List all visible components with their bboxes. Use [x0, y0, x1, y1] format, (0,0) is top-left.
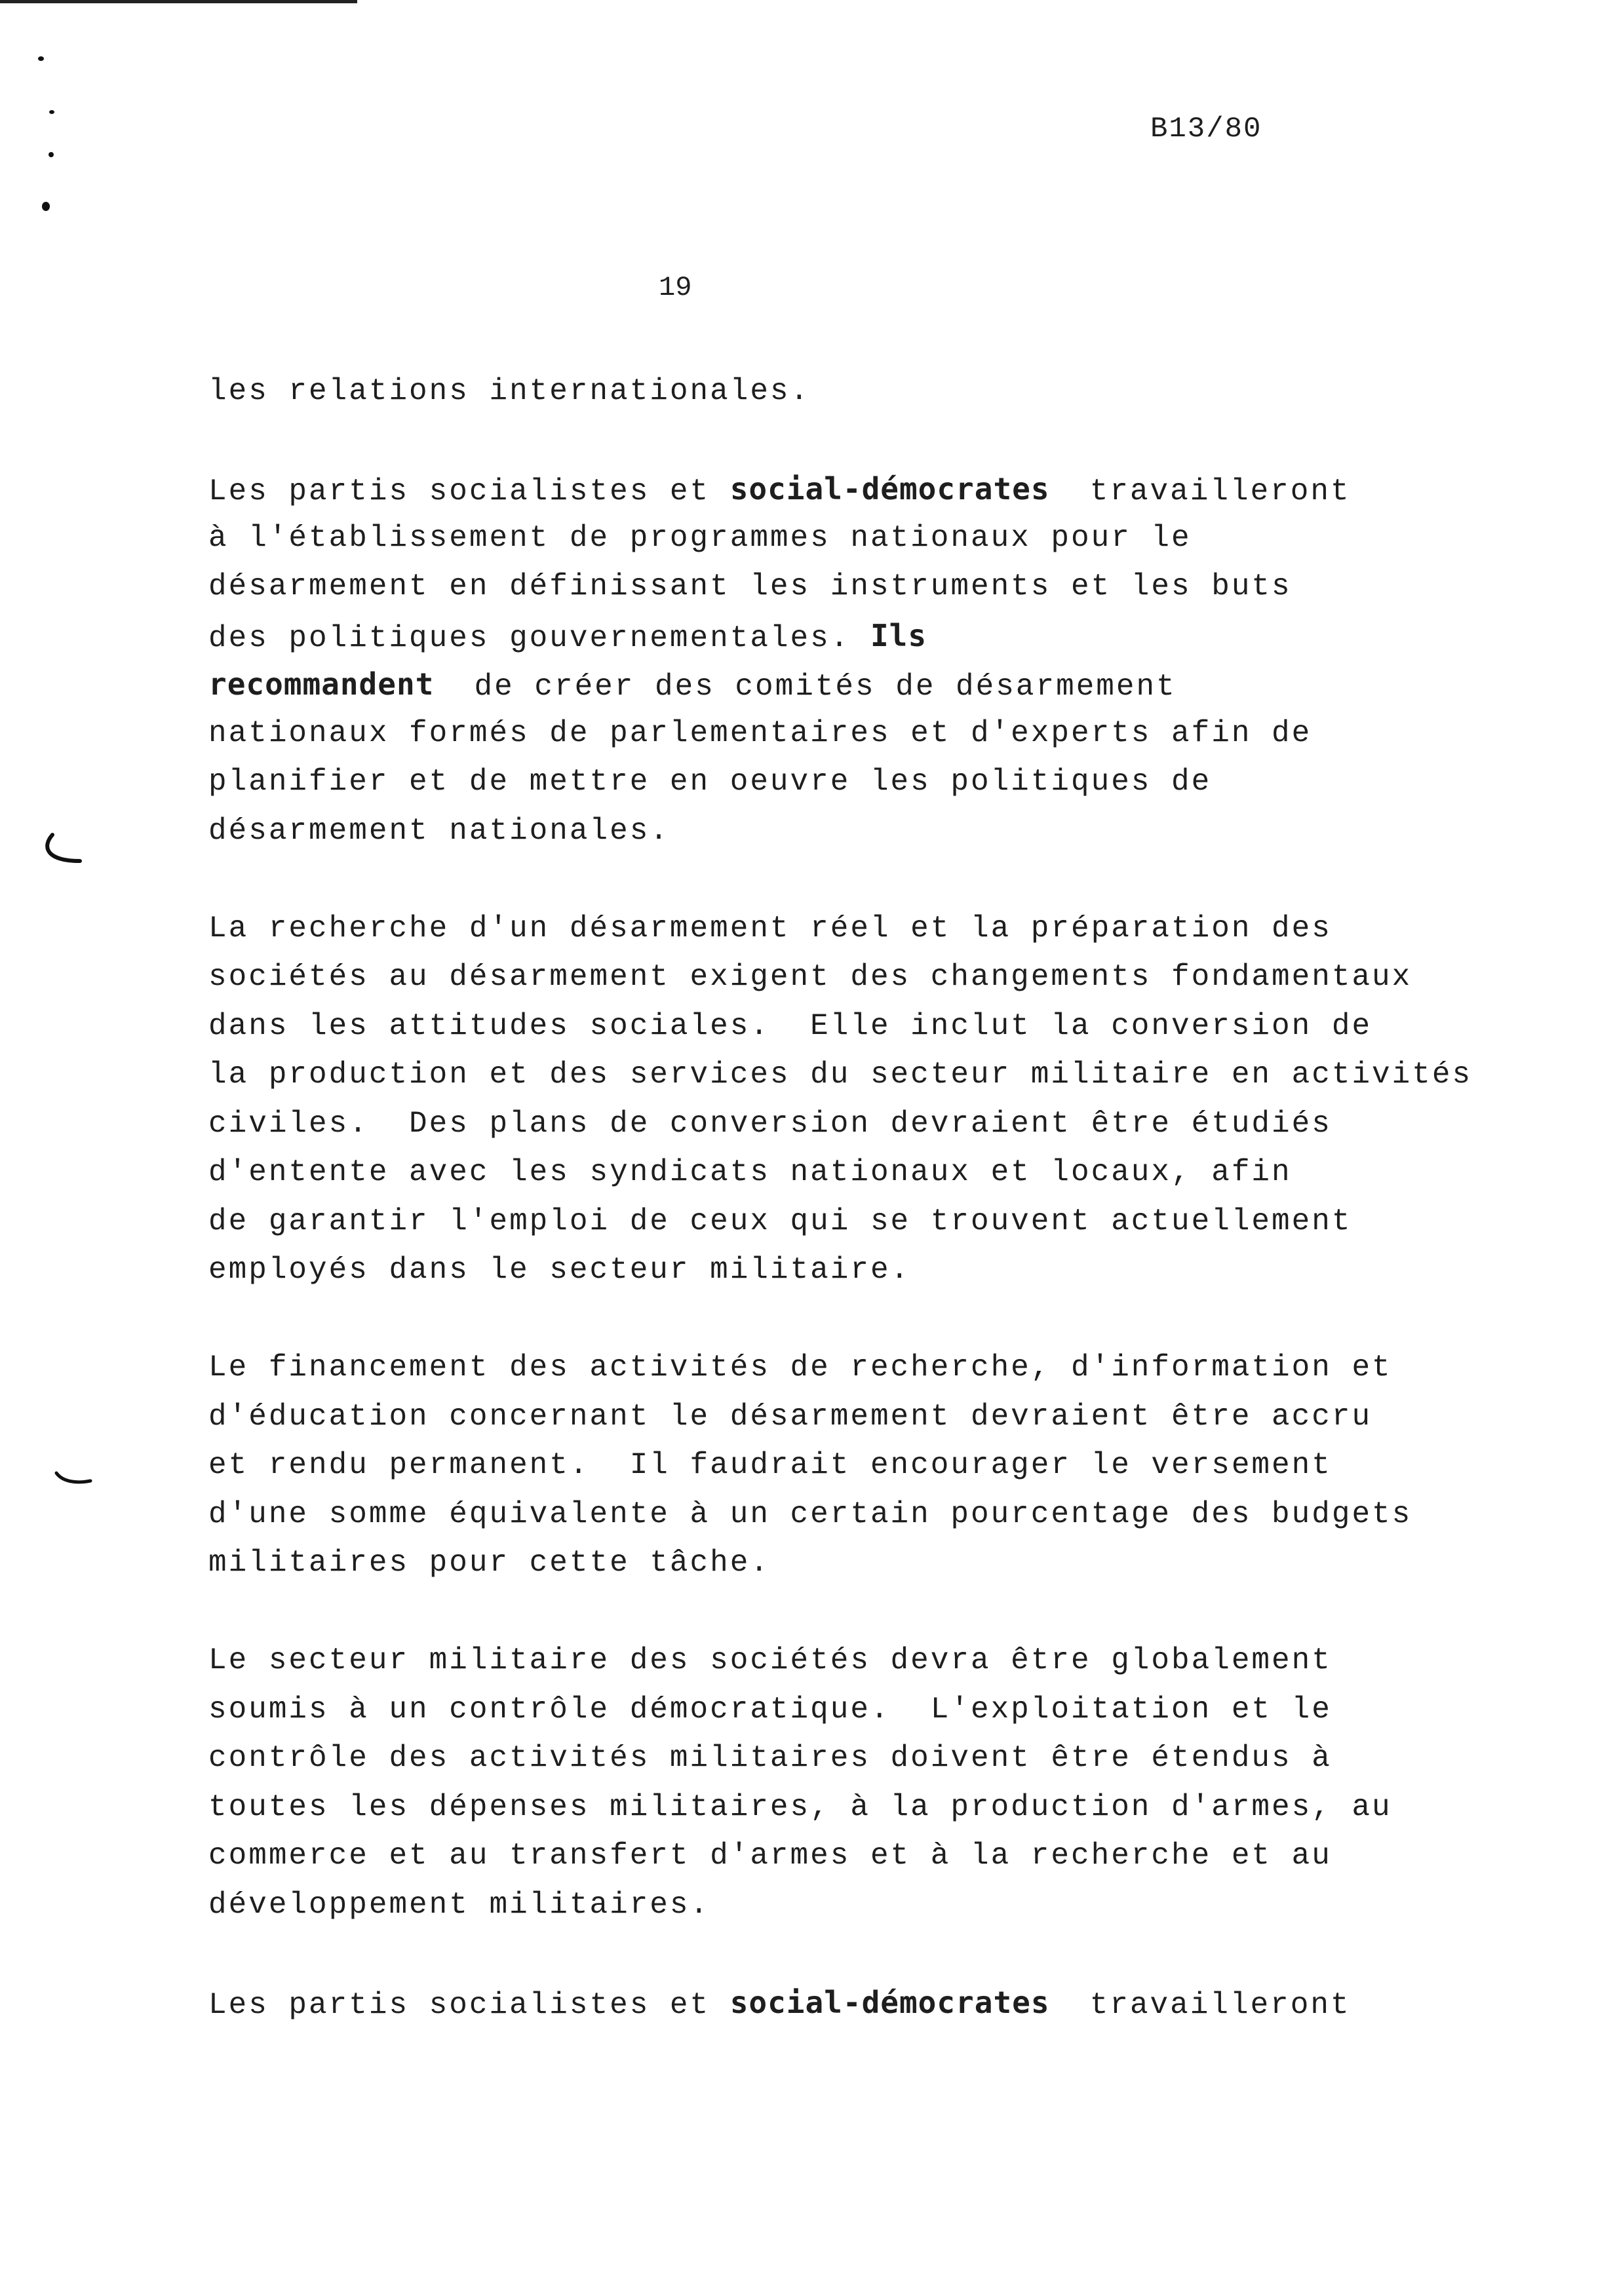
text-run: Les partis socialistes et	[208, 1987, 730, 2022]
paragraph-gap	[208, 855, 1493, 904]
text-line	[208, 1636, 1493, 1685]
text-line	[208, 514, 1493, 563]
margin-dot	[42, 202, 50, 211]
text-run: désarmement en définissant les instruments et les buts	[208, 569, 1292, 603]
text-run: Les partis socialistes et	[208, 474, 730, 508]
text-run: dans les attitudes sociales. Elle inclut la conversion de	[208, 1008, 1372, 1043]
page-number: 19	[659, 272, 692, 303]
paragraph-gap	[208, 1929, 1493, 1978]
text-run: employés dans le secteur militaire.	[208, 1253, 911, 1287]
paragraph	[208, 1343, 1493, 1588]
document-reference: B13/80	[1150, 113, 1262, 145]
text-run: commerce et au transfert d'armes et à la recherche et au	[208, 1839, 1332, 1873]
margin-dot	[38, 56, 44, 61]
top-rule	[0, 0, 357, 3]
paragraph	[208, 1978, 1493, 2027]
margin-bracket-mark	[51, 1468, 97, 1494]
text-line	[208, 1881, 1493, 1930]
text-run: civiles. Des plans de conversion devraient être étudiés	[208, 1106, 1332, 1141]
paragraph	[208, 465, 1493, 855]
text-run: nationaux formés de parlementaires et d'experts afin de	[208, 716, 1312, 750]
text-line	[208, 953, 1493, 1002]
text-run: d'entente avec les syndicats nationaux et locaux, afin	[208, 1155, 1292, 1189]
text-line	[208, 1978, 1493, 2027]
text-run: Le financement des activités de recherche, d'information et	[208, 1350, 1392, 1385]
text-run: développement militaires.	[208, 1887, 710, 1922]
paragraph	[208, 367, 1493, 416]
text-run: travailleront	[1049, 1987, 1351, 2022]
text-run: la production et des services du secteur militaire en activités	[208, 1058, 1473, 1092]
paragraph-gap	[208, 416, 1493, 465]
text-line	[208, 757, 1493, 807]
text-run: contrôle des activités militaires doivent être étendus à	[208, 1741, 1332, 1775]
text-run: Le secteur militaire des sociétés devra être globalement	[208, 1643, 1332, 1677]
text-run: travailleront	[1049, 474, 1351, 508]
text-line	[208, 1002, 1493, 1051]
margin-dot	[49, 110, 54, 114]
body-text	[208, 367, 1493, 2027]
text-line	[208, 1392, 1493, 1442]
text-line	[208, 1343, 1493, 1392]
text-line	[208, 1050, 1493, 1100]
paragraph-gap	[208, 1588, 1493, 1637]
text-line	[208, 562, 1493, 611]
text-line	[208, 1490, 1493, 1539]
text-run: de créer des comités de désarmement	[434, 670, 1177, 704]
text-line	[208, 367, 1493, 416]
text-run: planifier et de mettre en oeuvre les politiques de	[208, 765, 1212, 799]
bold-text-run: social-démocrates	[730, 1984, 1050, 2020]
text-line	[208, 1831, 1493, 1881]
text-line	[208, 807, 1493, 856]
paragraph-gap	[208, 1295, 1493, 1344]
text-run: sociétés au désarmement exigent des changements fondamentaux	[208, 960, 1412, 994]
margin-dot	[49, 152, 54, 157]
text-line	[208, 1539, 1493, 1588]
text-run: désarmement nationales.	[208, 813, 670, 848]
margin-bracket-mark	[41, 832, 87, 871]
bold-text-run: recommandent	[208, 666, 435, 702]
bold-text-run: Ils	[870, 617, 927, 653]
paragraph	[208, 904, 1493, 1295]
text-line	[208, 1685, 1493, 1734]
text-line	[208, 904, 1493, 953]
text-line	[208, 1441, 1493, 1490]
text-run: d'une somme équivalente à un certain pourcentage des budgets	[208, 1497, 1412, 1531]
text-run: et rendu permanent. Il faudrait encourager le versement	[208, 1448, 1332, 1482]
text-line	[208, 611, 1493, 660]
text-line	[208, 1734, 1493, 1783]
text-run: les relations internationales.	[208, 374, 811, 408]
text-run: d'éducation concernant le désarmement devraient être accru	[208, 1399, 1372, 1434]
text-run: de garantir l'emploi de ceux qui se trouvent actuellement	[208, 1204, 1352, 1238]
text-run: soumis à un contrôle démocratique. L'exploitation et le	[208, 1692, 1332, 1727]
text-line	[208, 465, 1493, 514]
text-line	[208, 1783, 1493, 1832]
text-run: La recherche d'un désarmement réel et la préparation des	[208, 911, 1332, 946]
text-run: à l'établissement de programmes nationaux pour le	[208, 520, 1192, 555]
bold-text-run: social-démocrates	[730, 471, 1050, 507]
text-line	[208, 660, 1493, 709]
text-line	[208, 1100, 1493, 1149]
paragraph	[208, 1636, 1493, 1929]
text-line	[208, 709, 1493, 758]
text-line	[208, 1148, 1493, 1197]
text-line	[208, 1197, 1493, 1246]
text-run: toutes les dépenses militaires, à la production d'armes, au	[208, 1789, 1392, 1824]
text-run: militaires pour cette tâche.	[208, 1546, 770, 1580]
text-line	[208, 1246, 1493, 1295]
text-run: des politiques gouvernementales.	[208, 621, 870, 655]
